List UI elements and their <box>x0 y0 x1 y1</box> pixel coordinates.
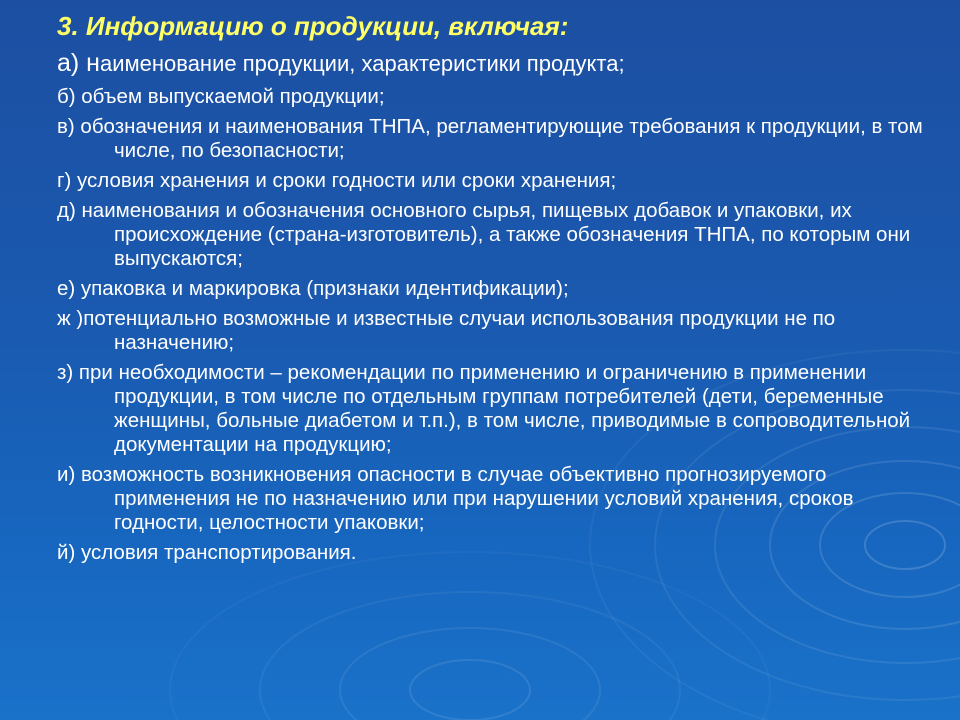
list-item-i: и) возможность возникновения опасности в случае объективно прогнозируемого применения не по назначению или при нарушении условий хранения, сроков годности, целостности упаковки; <box>57 463 854 534</box>
list-item-e: е) упаковка и маркировка (признаки идентификации); <box>57 277 569 300</box>
slide-title: 3. Информацию о продукции, включая: <box>57 11 569 41</box>
list-item-zh: ж )потенциально возможные и известные случаи использования продукции не по назначению; <box>57 307 836 354</box>
list-item-b: б) объем выпускаемой продукции; <box>57 85 385 108</box>
list-item-d: д) наименования и обозначения основного сырья, пищевых добавок и упаковки, их происхождение (страна-изготовитель), а также обозначения ТНПА, по которым они выпускаются; <box>57 199 911 270</box>
list-item-z: з) при необходимости – рекомендации по применению и ограничению в применении продукции, в том числе по отдельным группам потребителей (дети, беременные женщины, больные диабетом и т.п.), в том числе, приводимые в сопроводительной документации на продукцию; <box>57 361 911 456</box>
list-item-y: й) условия транспортирования. <box>57 541 357 564</box>
list-item-a <box>57 48 947 79</box>
list-item-v: в) обозначения и наименования ТНПА, регламентирующие требования к продукции, в том числе, по безопасности; <box>57 115 923 162</box>
requirements-list <box>57 48 947 571</box>
list-item-g: г) условия хранения и сроки годности или сроки хранения; <box>57 169 617 192</box>
list-item-a-text: аименование продукции, характеристики продукта; <box>99 51 625 76</box>
list-item-a-lead: а) н <box>57 49 100 77</box>
